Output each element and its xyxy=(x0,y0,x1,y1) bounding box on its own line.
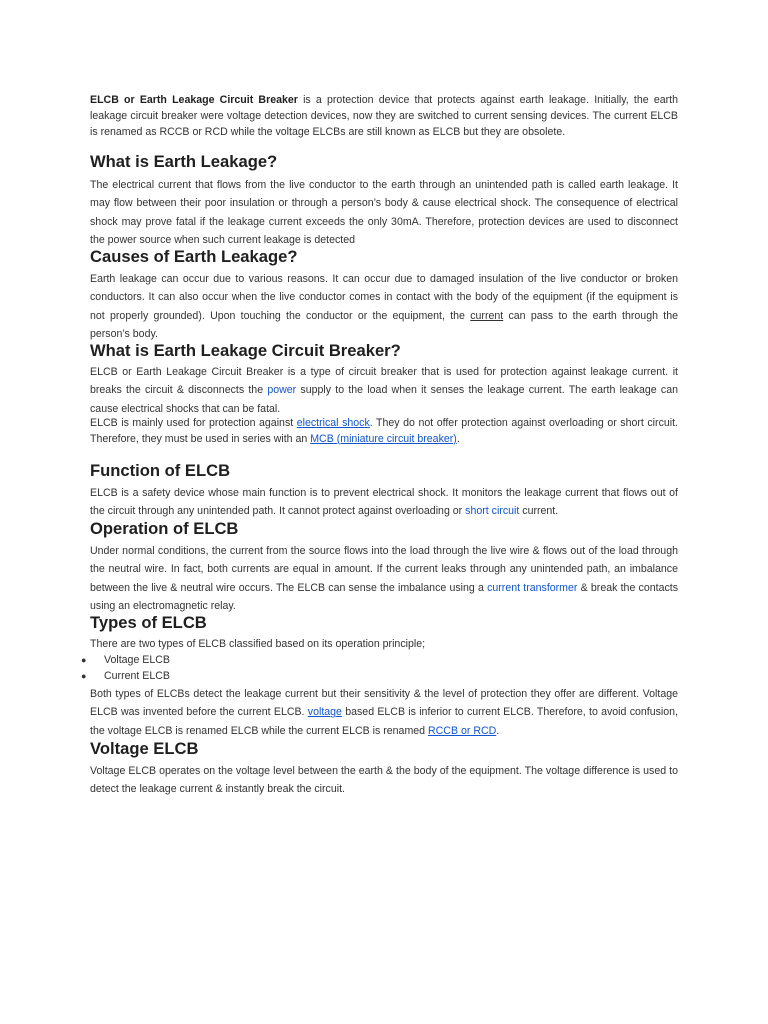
intro-bold-term: ELCB or Earth Leakage Circuit Breaker xyxy=(90,94,298,106)
rccb-or-rcd-link[interactable]: RCCB or RCD xyxy=(428,724,497,737)
paragraph-elcb-usage xyxy=(90,415,678,447)
short-circuit-link[interactable]: short circuit xyxy=(465,505,520,518)
heading-function-of-elcb: Function of ELCB xyxy=(90,461,231,480)
elcb-def-text-b: supply to the load when it senses the leakage current. The earth leakage can cause electrical shocks that can be fatal. xyxy=(90,384,678,415)
heading-types-of-elcb: Types of ELCB xyxy=(90,613,207,632)
paragraph-types-comparison xyxy=(90,685,678,740)
heading-what-is-elcb: What is Earth Leakage Circuit Breaker? xyxy=(90,341,401,360)
elcb-usage-text-c: . xyxy=(456,433,460,445)
power-link[interactable]: power xyxy=(267,384,297,397)
voltage-link[interactable]: voltage xyxy=(307,706,342,719)
list-item xyxy=(81,653,678,669)
intro-paragraph xyxy=(90,92,678,140)
list-item-label: Current ELCB xyxy=(104,669,170,682)
function-text-a: ELCB is a safety device whose main function is to prevent electrical shock. It monitors the leakage current that flows out of the circuit through any unintended path. It cannot protect against overloading or xyxy=(90,487,678,518)
elcb-usage-text-b: . They do not offer protection against overloading or short circuit. Therefore, they must be used in series with an xyxy=(90,417,678,445)
paragraph-operation xyxy=(90,542,678,615)
heading-operation-of-elcb: Operation of ELCB xyxy=(90,519,239,538)
types-text-c: . xyxy=(496,724,500,737)
heading-voltage-elcb: Voltage ELCB xyxy=(90,739,199,758)
electrical-shock-link[interactable]: electrical shock xyxy=(296,417,370,429)
paragraph-elcb-definition xyxy=(90,363,678,418)
paragraph-function xyxy=(90,484,678,521)
causes-text-a: Earth leakage can occur due to various reasons. It can occur due to damaged insulation of the live conductor or broken conductors. It can also occur when the live conductor comes in contact with the body of the equipment (if the equipment is not properly grounded). Upon touching the conductor or the equipment, the xyxy=(90,273,678,322)
list-item-label: Voltage ELCB xyxy=(104,654,170,666)
current-link[interactable]: current xyxy=(470,309,504,322)
paragraph-causes xyxy=(90,270,678,343)
paragraph-types-intro: There are two types of ELCB classified based on its operation principle; xyxy=(90,638,426,650)
bullet-icon: ● xyxy=(81,655,87,665)
types-text-b: based ELCB is inferior to current ELCB. Therefore, to avoid confusion, the voltage ELCB is renamed ELCB while the current ELCB is renamed xyxy=(90,706,678,737)
paragraph-earth-leakage: The electrical current that flows from the live conductor to the earth through an unintended path is called earth leakage. It may flow between their poor insulation or through a person’s body & cause electrical shock. The consequence of electrical shock may prove fatal if the leakage current exceeds the only 30mA. Therefore, protection devices are used to disconnect the power source when such current leakage is detected xyxy=(90,179,678,246)
intro-text: is a protection device that protects against earth leakage. Initially, the earth leakage circuit breaker were voltage detection devices, now they are switched to current sensing devices. The current ELCB is renamed as RCCB or RCD while the voltage ELCBs are still known as ELCB but they are obsolete. xyxy=(90,94,678,138)
mcb-link[interactable]: MCB (miniature circuit breaker) xyxy=(310,433,457,445)
elcb-def-text-a: ELCB or Earth Leakage Circuit Breaker is a type of circuit breaker that is used for protection against leakage current. it breaks the circuit & disconnects the xyxy=(90,366,678,397)
elcb-usage-text-a: ELCB is mainly used for protection against xyxy=(90,417,297,429)
heading-causes-of-earth-leakage: Causes of Earth Leakage? xyxy=(90,247,298,266)
current-transformer-link[interactable]: current transformer xyxy=(487,581,578,594)
bullet-icon: ● xyxy=(81,670,87,681)
causes-text-b: can pass to the earth through the person’s body. xyxy=(90,309,678,340)
operation-text-b: & break the contacts using an electromagnetic relay. xyxy=(90,581,678,612)
paragraph-voltage-elcb: Voltage ELCB operates on the voltage level between the earth & the body of the equipment. The voltage difference is used to detect the leakage current & instantly break the circuit. xyxy=(90,765,678,796)
elcb-types-list xyxy=(81,653,678,684)
heading-what-is-earth-leakage: What is Earth Leakage? xyxy=(90,152,278,171)
types-text-a: Both types of ELCBs detect the leakage current but their sensitivity & the level of protection they offer are different. Voltage ELCB was invented before the current ELCB. xyxy=(90,688,678,719)
list-item xyxy=(81,669,678,685)
operation-text-a: Under normal conditions, the current from the source flows into the load through the live wire & flows out of the load through the neutral wire. In fact, both currents are equal in amount. If the current leaks through any unintended path, an imbalance between the live & neutral wire occurs. The ELCB can sense the imbalance using a xyxy=(90,545,678,594)
function-text-b: current. xyxy=(519,505,559,518)
